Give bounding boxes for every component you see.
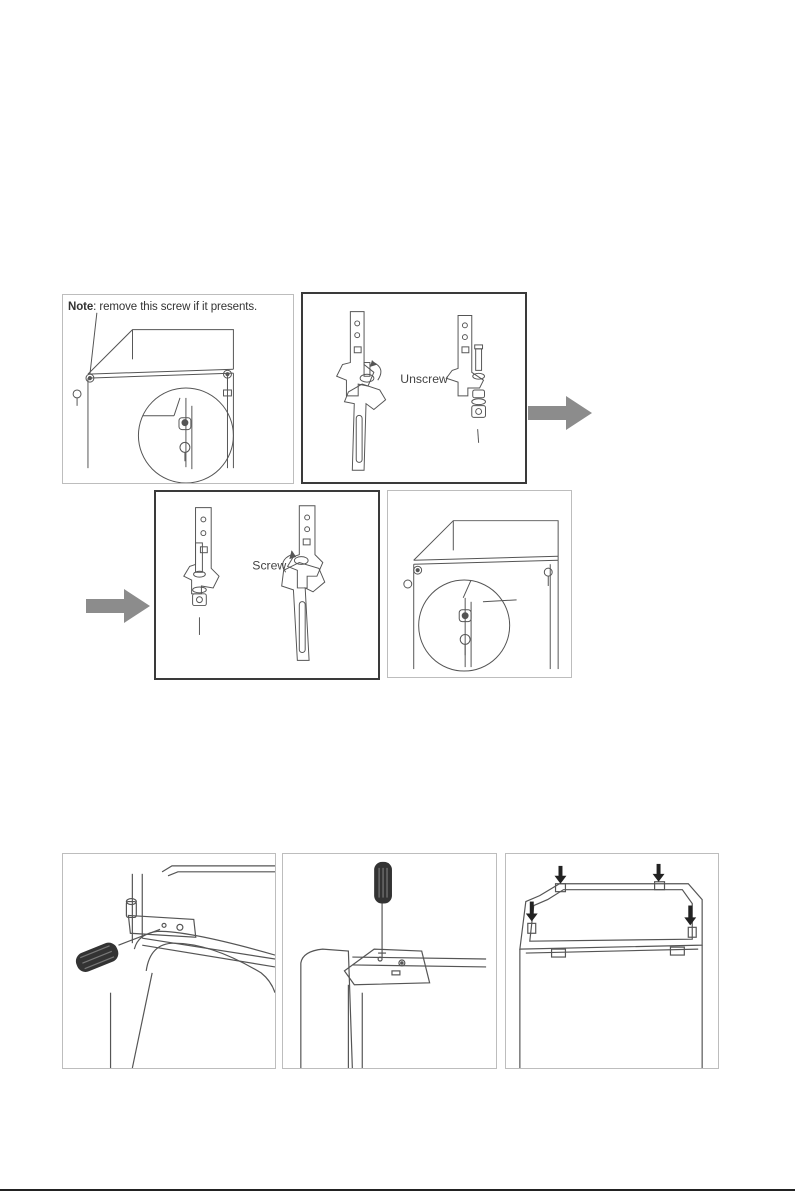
cabinet-arrows-illustration xyxy=(506,854,718,1068)
hinge-location-diagram xyxy=(62,294,294,484)
screw-illustration xyxy=(156,492,378,678)
next-step-arrow-right xyxy=(528,396,592,430)
unscrew-diagram xyxy=(301,292,527,484)
reversed-hinge-illustration xyxy=(388,491,571,677)
screwdriver-hinge-illustration xyxy=(63,854,275,1068)
screw-label: Screw xyxy=(252,558,287,573)
unscrew-illustration xyxy=(303,294,525,482)
unscrew-label: Unscrew xyxy=(400,372,448,387)
hinge-plate-screwdriver-diagram xyxy=(282,853,497,1069)
screw-diagram xyxy=(154,490,380,680)
cabinet-top-illustration xyxy=(63,295,293,483)
vertical-screwdriver-illustration xyxy=(283,854,496,1068)
door-reversed-diagram xyxy=(387,490,572,678)
screw-note: Note: remove this screw if it presents. xyxy=(68,301,258,313)
next-step-arrow-left xyxy=(86,589,150,623)
hinge-screwdriver-diagram xyxy=(62,853,276,1069)
hinge-cover-positions-diagram xyxy=(505,853,719,1069)
